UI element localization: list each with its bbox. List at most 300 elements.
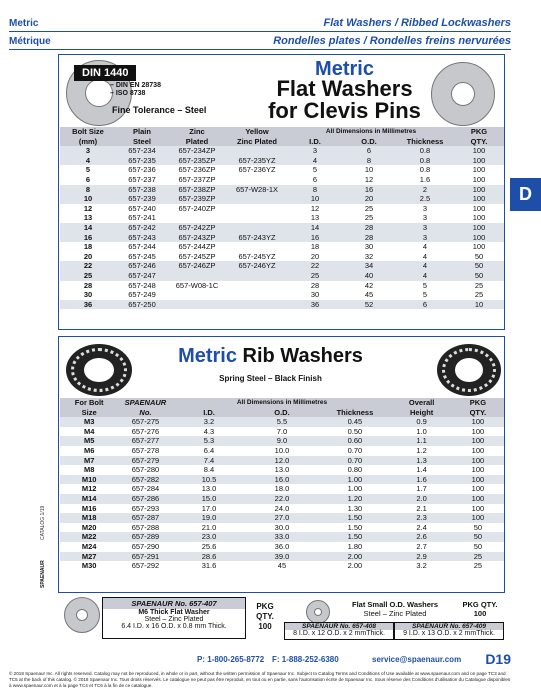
table-cell: 8.4: [203, 465, 215, 475]
table-cell: 657-246ZP: [178, 261, 216, 271]
table-cell: 30.0: [274, 522, 290, 532]
small-od-qty-value: 100: [473, 609, 487, 618]
table-cell: 657-246YZ: [238, 261, 276, 271]
table-cell: 657-242: [128, 222, 156, 232]
table-cell: 657-W28-1X: [235, 184, 279, 194]
table-cell: 36: [83, 299, 93, 309]
rib-col-no: No.: [139, 407, 152, 417]
table-cell: M18: [81, 513, 97, 523]
table-cell: 28: [83, 280, 93, 290]
table-cell: 52: [364, 299, 374, 309]
table-cell: 0.50: [347, 426, 363, 436]
table-cell: 19.0: [201, 513, 217, 523]
col-qty: QTY.: [470, 136, 488, 146]
table-row: [60, 233, 504, 243]
table-cell: 20: [83, 251, 93, 261]
table-cell: 1.6: [416, 474, 427, 484]
header-right-title: Flat Washers / Ribbed Lockwashers: [323, 17, 511, 29]
flat-title-metric: Metric: [315, 58, 374, 80]
table-cell: 657-243ZP: [178, 232, 216, 242]
table-cell: 28.6: [201, 551, 217, 561]
table-cell: 12: [364, 174, 374, 184]
table-cell: M27: [81, 551, 97, 561]
rib-title: [0, 345, 541, 368]
table-cell: 100: [471, 426, 485, 436]
table-cell: 657-289: [131, 532, 160, 542]
table-cell: 100: [471, 445, 485, 455]
table-cell: 657-278: [131, 445, 160, 455]
table-cell: 33.0: [274, 532, 290, 542]
table-row: [60, 252, 504, 262]
table-row: [60, 165, 504, 175]
flat-washer-table: [60, 127, 504, 309]
table-cell: 0.8: [419, 155, 431, 165]
table-row: [60, 436, 504, 446]
table-cell: 2.5: [419, 194, 431, 204]
table-cell: 657-249: [128, 290, 156, 300]
table-cell: M7: [83, 455, 95, 465]
small-od-box-right: [394, 622, 504, 640]
table-row: [60, 532, 504, 542]
table-cell: 657-250: [128, 299, 156, 309]
section-tab-d[interactable]: D: [510, 178, 541, 211]
col-od: O.D.: [361, 136, 377, 146]
flat-title-clevis: for Clevis Pins: [268, 98, 421, 123]
table-cell: 21.0: [201, 522, 217, 532]
table-cell: 2.9: [416, 551, 427, 561]
table-cell: 36: [310, 299, 320, 309]
table-cell: 657-236YZ: [238, 165, 276, 175]
table-cell: 657-238ZP: [178, 184, 216, 194]
m6-pkg-label: PKG: [256, 602, 274, 611]
table-cell: 657-236ZP: [178, 165, 216, 175]
table-cell: 8: [85, 184, 91, 194]
table-cell: 657-239: [128, 194, 156, 204]
table-cell: 100: [472, 232, 486, 242]
table-cell: 4: [422, 270, 428, 280]
table-cell: [226, 223, 288, 233]
table-cell: 1.00: [347, 484, 363, 494]
rib-col-id: I.D.: [203, 407, 215, 417]
table-cell: 42: [364, 280, 374, 290]
table-row: [60, 494, 504, 504]
table-cell: 1.30: [347, 503, 363, 513]
table-cell: 45: [277, 561, 287, 571]
table-cell: 25: [473, 551, 483, 561]
table-cell: 3: [422, 213, 428, 223]
table-cell: 100: [472, 222, 486, 232]
table-cell: 7.0: [276, 426, 288, 436]
table-cell: 3.2: [203, 417, 215, 427]
table-cell: 100: [472, 174, 486, 184]
small-od-pkg: [455, 600, 505, 618]
col-dims: All Dimensions in Millimetres: [325, 128, 417, 135]
table-cell: M4: [83, 426, 95, 436]
small-od-title: Flat Small O.D. Washers: [352, 600, 438, 609]
table-cell: [168, 213, 226, 223]
flat-title-flat-washers: Flat Washers: [276, 76, 413, 101]
table-cell: 100: [471, 455, 485, 465]
table-cell: 657-291: [131, 551, 160, 561]
table-cell: 30: [83, 290, 93, 300]
table-cell: 30: [310, 290, 320, 300]
table-cell: 25: [474, 280, 484, 290]
small-od-right-desc: 9 I.D. x 13 O.D. x 2 mmThick.: [403, 630, 495, 637]
table-cell: M16: [81, 503, 97, 513]
table-cell: 40: [364, 270, 374, 280]
table-cell: 4: [422, 251, 428, 261]
spaenaur-side-logo: SPAENAUR: [40, 560, 46, 588]
table-cell: 12.0: [274, 455, 290, 465]
table-cell: [226, 242, 288, 252]
table-cell: 6.4: [203, 445, 215, 455]
table-cell: 1.50: [347, 532, 363, 542]
table-row: [60, 271, 504, 281]
table-cell: 12: [310, 203, 320, 213]
rib-col-overall: Overall: [408, 398, 435, 407]
col-thickness: Thickness: [406, 136, 444, 146]
table-cell: 657-237ZP: [178, 174, 216, 184]
rib-col-pkg: PKG: [469, 398, 487, 407]
footer-copyright: © 2018 Spaenaur Inc. All rights reserved. Catalog may not be reproduced, in whole or in part, without the written permission of Spaenaur Inc. Subject to Catalog Terms and Conditions of Use available at www.spaenaur.com and on page TC3 and TC5 at the back of this catalog. © 2018 Spaenaur Inc. Tous droits réservés. Le catalogue ne peut pas être reproduit, en tout ou en partie, sans l'autorisation écrite de Spaenaur Inc. Sous réserve des Conditions d'utilisation du Catalogue disponibles à www.spaenaur.com et à la page TC4 et TC6 à la fin de ce catalogue.: [9, 671, 511, 688]
table-cell: 657-234: [128, 146, 156, 156]
table-cell: 2.0: [416, 493, 427, 503]
table-cell: 1.50: [347, 513, 363, 523]
m6-box-line3: 6.4 I.D. x 16 O.D. x 0.8 mm Thick.: [121, 623, 227, 630]
rib-col-height: Height: [409, 407, 434, 417]
table-cell: 657-244: [128, 242, 156, 252]
table-cell: 10.0: [274, 445, 290, 455]
table-cell: 50: [473, 522, 483, 532]
table-cell: 25: [364, 203, 374, 213]
table-cell: 657-235: [128, 155, 156, 165]
table-row: [60, 213, 504, 223]
table-cell: M24: [81, 541, 97, 551]
table-cell: 657-244ZP: [178, 242, 216, 252]
table-cell: 31.6: [201, 561, 217, 571]
table-cell: M8: [83, 465, 95, 475]
table-cell: [226, 281, 288, 291]
table-cell: 6: [422, 299, 428, 309]
table-cell: 32: [364, 251, 374, 261]
table-cell: 100: [472, 146, 486, 156]
table-cell: [226, 300, 288, 310]
table-cell: 23.0: [201, 532, 217, 542]
table-cell: M3: [83, 417, 95, 427]
table-cell: 16.0: [274, 474, 290, 484]
table-cell: 100: [472, 194, 486, 204]
table-cell: 17.0: [201, 503, 217, 513]
table-cell: 10: [310, 194, 320, 204]
table-cell: 5: [312, 165, 318, 175]
table-cell: 657-247: [128, 270, 156, 280]
table-cell: 13: [310, 213, 320, 223]
col-plain: Plain: [133, 127, 151, 136]
table-cell: 657-288: [131, 522, 160, 532]
table-cell: 18.0: [274, 484, 290, 494]
table-cell: 2.00: [347, 551, 363, 561]
table-cell: [226, 194, 288, 204]
table-cell: 657-236: [128, 165, 156, 175]
table-cell: 1.80: [347, 541, 363, 551]
table-cell: 1.00: [347, 474, 363, 484]
table-cell: 24.0: [274, 503, 290, 513]
table-row: [60, 504, 504, 514]
small-od-left-desc: 8 I.D. x 12 O.D. x 2 mmThick.: [293, 630, 385, 637]
table-cell: 36.0: [274, 541, 290, 551]
table-cell: 100: [472, 165, 486, 175]
table-row: [60, 290, 504, 300]
table-cell: 16: [83, 232, 93, 242]
table-row: [60, 242, 504, 252]
din-badge: DIN 1440: [74, 65, 136, 81]
table-cell: 657-287: [131, 513, 160, 523]
table-cell: 657-235ZP: [178, 155, 216, 165]
table-cell: 100: [471, 465, 485, 475]
table-cell: 25: [474, 290, 484, 300]
table-cell: 657-240ZP: [178, 203, 216, 213]
table-cell: 0.8: [419, 165, 431, 175]
m6-box-title: SPAENAUR No. 657-407: [103, 598, 245, 609]
table-cell: 5: [422, 280, 428, 290]
table-cell: 50: [474, 261, 484, 271]
table-cell: 22.0: [274, 493, 290, 503]
col-bolt-size: Bolt Size: [72, 127, 104, 136]
small-od-right-no: SPAENAUR No. 657-409: [395, 623, 503, 630]
table-cell: 4: [422, 242, 428, 252]
table-cell: 657-243: [128, 232, 156, 242]
table-cell: 6: [312, 174, 318, 184]
table-row: [60, 465, 504, 475]
table-cell: 13: [83, 213, 93, 223]
m6-thick-washer-box: [102, 597, 246, 639]
table-row: [60, 427, 504, 437]
table-cell: 2: [422, 184, 428, 194]
page-number: D19: [485, 651, 511, 667]
table-cell: 50: [474, 270, 484, 280]
table-cell: 18: [83, 242, 93, 252]
table-cell: 3: [422, 222, 428, 232]
table-cell: 657-238: [128, 184, 156, 194]
header-divider-2: [9, 49, 511, 50]
table-cell: 657-290: [131, 541, 160, 551]
table-cell: 0.9: [416, 417, 427, 427]
table-cell: 657-243YZ: [238, 232, 276, 242]
table-cell: 14: [83, 222, 93, 232]
table-cell: 0.45: [347, 417, 363, 427]
m6-pkg-block: [250, 602, 280, 632]
table-row: [60, 281, 504, 291]
table-cell: M6: [83, 445, 95, 455]
table-cell: 2.3: [416, 513, 427, 523]
col-pkg: PKG: [470, 127, 488, 136]
table-cell: 100: [471, 474, 485, 484]
table-cell: 1.0: [416, 426, 427, 436]
table-cell: [226, 290, 288, 300]
table-cell: [226, 271, 288, 281]
table-row: [60, 446, 504, 456]
table-cell: 0.70: [347, 455, 363, 465]
rib-washer-table: [60, 398, 504, 571]
table-cell: 25: [364, 213, 374, 223]
table-row: [60, 175, 504, 185]
table-cell: [226, 146, 288, 156]
table-cell: [226, 204, 288, 214]
bottom-washer-image-right: [306, 600, 330, 624]
table-cell: 0.60: [347, 436, 363, 446]
rib-col-qty: QTY.: [469, 407, 487, 417]
table-cell: 4: [85, 155, 91, 165]
rib-col-dims: All Dimensions in Millimetres: [236, 399, 328, 406]
col-yellow: Yellow: [245, 127, 269, 136]
bottom-washer-image-left: [64, 597, 100, 633]
table-cell: 15.0: [201, 493, 217, 503]
table-row: [60, 523, 504, 533]
din-sub-2: – ISO 8738: [110, 90, 146, 97]
m6-qty-label: QTY.: [256, 612, 274, 621]
table-cell: 45: [364, 290, 374, 300]
small-od-box-left: [284, 622, 394, 640]
table-row: [60, 261, 504, 271]
table-cell: 657-284: [131, 484, 160, 494]
table-cell: 2.4: [416, 522, 427, 532]
table-cell: 100: [471, 493, 485, 503]
table-row: [60, 204, 504, 214]
col-id: I.D.: [309, 136, 321, 146]
table-cell: 6: [366, 146, 372, 156]
table-cell: 9.0: [276, 436, 288, 446]
table-cell: 100: [472, 184, 486, 194]
table-cell: 1.3: [416, 455, 427, 465]
table-cell: 34: [364, 261, 374, 271]
table-cell: 100: [471, 513, 485, 523]
table-cell: 1.4: [416, 465, 427, 475]
table-cell: 28: [364, 232, 374, 242]
table-cell: M10: [81, 474, 97, 484]
table-cell: 7.4: [203, 455, 215, 465]
table-cell: 657-280: [131, 465, 160, 475]
small-od-subtitle: Steel – Zinc Plated: [363, 609, 427, 618]
table-cell: 16: [310, 232, 320, 242]
table-cell: 100: [472, 155, 486, 165]
table-cell: M20: [81, 522, 97, 532]
table-cell: 10: [364, 165, 374, 175]
table-cell: 22: [83, 261, 93, 271]
table-cell: 100: [472, 203, 486, 213]
table-cell: 1.7: [416, 484, 427, 494]
table-cell: 22: [310, 261, 320, 271]
table-cell: 50: [473, 532, 483, 542]
table-row: [60, 484, 504, 494]
table-cell: 0.8: [419, 146, 431, 156]
table-row: [60, 146, 504, 156]
table-cell: 100: [472, 242, 486, 252]
fine-tolerance-label: Fine Tolerance – Steel: [112, 105, 207, 115]
m6-qty-value: 100: [258, 622, 272, 631]
table-cell: 1.2: [416, 445, 427, 455]
table-cell: 657-248: [128, 280, 156, 290]
table-cell: [168, 290, 226, 300]
table-cell: 2.7: [416, 541, 427, 551]
table-cell: 657-240: [128, 203, 156, 213]
table-cell: 0.70: [347, 445, 363, 455]
table-cell: 657-275: [131, 417, 160, 427]
table-cell: [168, 300, 226, 310]
table-cell: 5: [422, 290, 428, 300]
table-cell: 657-242ZP: [178, 222, 216, 232]
table-cell: 28: [310, 280, 320, 290]
table-cell: 25: [83, 270, 93, 280]
table-cell: M12: [81, 484, 97, 494]
footer-email[interactable]: service@spaenaur.com: [372, 655, 462, 664]
flat-washer-image-right: [431, 62, 495, 126]
footer-phone: P: 1-800-265-8772: [197, 655, 265, 664]
table-row: [60, 475, 504, 485]
rib-title-rib-washers: Rib Washers: [242, 345, 363, 367]
table-cell: 5: [85, 165, 91, 175]
table-cell: 100: [471, 417, 485, 427]
table-cell: 18: [310, 242, 320, 252]
header-divider-1: [9, 31, 511, 32]
table-cell: 25: [310, 270, 320, 280]
m6-box-line2: Steel – Zinc Plated: [144, 616, 204, 623]
table-cell: 657-245ZP: [178, 251, 216, 261]
table-cell: 657-235YZ: [238, 155, 276, 165]
table-cell: 4: [312, 155, 318, 165]
table-cell: 50: [473, 541, 483, 551]
table-cell: 3: [422, 232, 428, 242]
table-cell: 657-282: [131, 474, 160, 484]
table-cell: M30: [81, 561, 97, 571]
table-cell: 10: [83, 194, 93, 204]
table-cell: 28: [364, 222, 374, 232]
table-cell: 25: [473, 561, 483, 571]
table-cell: 25.6: [201, 541, 217, 551]
table-cell: 657-277: [131, 436, 160, 446]
rib-subtitle: Spring Steel – Black Finish: [219, 374, 322, 383]
header-left-metrique: Métrique: [9, 36, 51, 47]
table-cell: 20: [364, 194, 374, 204]
rib-col-for-bolt: For Bolt: [74, 398, 104, 407]
header-right-title-fr: Rondelles plates / Rondelles freins nervurées: [273, 35, 511, 47]
table-row: [60, 223, 504, 233]
table-cell: M22: [81, 532, 97, 542]
table-cell: 5.5: [276, 417, 288, 427]
table-cell: 13.0: [201, 484, 217, 494]
table-row: [60, 542, 504, 552]
table-cell: M5: [83, 436, 95, 446]
table-cell: 8: [312, 184, 318, 194]
rib-title-metric: Metric: [178, 345, 237, 367]
table-cell: 3: [85, 146, 91, 156]
table-cell: 50: [474, 251, 484, 261]
table-cell: M14: [81, 493, 97, 503]
table-cell: 16: [364, 184, 374, 194]
table-row: [60, 300, 504, 310]
table-row: [60, 552, 504, 562]
table-cell: 1.6: [419, 174, 431, 184]
table-cell: 657-279: [131, 455, 160, 465]
table-row: [60, 456, 504, 466]
table-cell: 4: [422, 261, 428, 271]
table-cell: 657-245: [128, 251, 156, 261]
table-cell: 39.0: [274, 551, 290, 561]
col-mm: (mm): [78, 136, 98, 146]
table-cell: 3: [312, 146, 318, 156]
table-cell: 4.3: [203, 426, 215, 436]
col-zinc-plated: Zinc Plated: [236, 136, 277, 146]
table-row: [60, 417, 504, 427]
